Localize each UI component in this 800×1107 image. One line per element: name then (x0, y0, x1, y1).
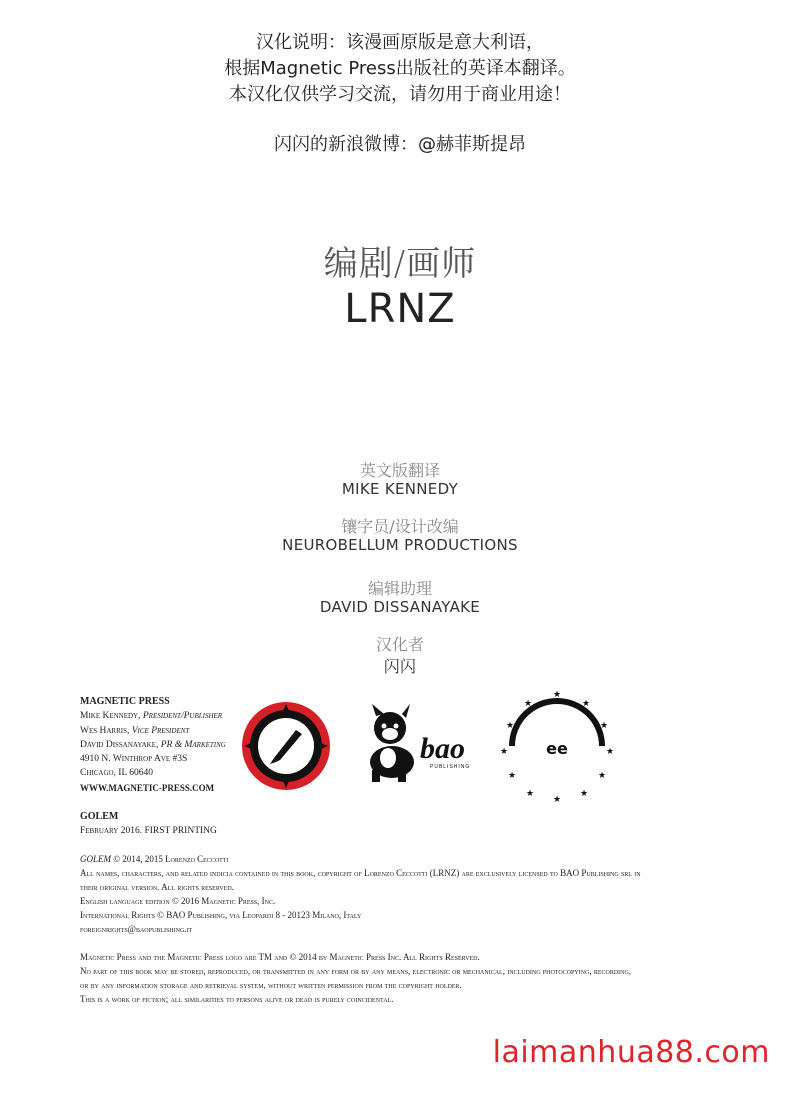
credit-role-translator: 英文版翻译 (359, 461, 440, 480)
bao-publishing-dog-logo-icon (358, 704, 474, 784)
svg-text:★: ★ (499, 747, 509, 757)
bao-logo-subtext: PUBLISHING (430, 764, 471, 770)
svg-text:★: ★ (599, 721, 609, 731)
publisher-staff-1: Mike Kennedy, President/Publisher (80, 711, 223, 722)
legal-line-6: foreignrights@baopublishing.it (80, 924, 193, 934)
legal-line-4: English language edition © 2016 Magnetic Press, Inc. (80, 896, 276, 906)
publisher-website: WWW.MAGNETIC-PRESS.COM (80, 782, 215, 793)
credit-role-scanlator: 汉化者 (375, 635, 424, 654)
book-info (80, 810, 217, 838)
star-circle-logo-icon (498, 688, 616, 806)
translation-notice (0, 30, 800, 108)
legal-line-10: This is a work of fiction; all similarities to persons alive or dead is purely coincidental. (80, 994, 394, 1004)
magnetic-press-logo-icon (240, 700, 332, 792)
publisher-name: MAGNETIC PRESS (80, 696, 170, 707)
svg-text:★: ★ (505, 721, 515, 731)
svg-text:★: ★ (579, 789, 589, 799)
credit-name-letterer: NEUROBELLUM PRODUCTIONS (282, 536, 518, 554)
main-credit-name: LRNZ (344, 286, 456, 332)
legal-line-3: their original version. All rights reserved. (80, 882, 234, 892)
credit-name-scanlator: 闪闪 (383, 657, 417, 676)
book-title: GOLEM (80, 811, 119, 822)
publisher-address-1: 4910 N. Winthrop Ave #3S (80, 754, 188, 765)
svg-text:★: ★ (581, 699, 591, 709)
legal-line-5: International Rights © BAO Publishing, via Leopardi 8 - 20123 Milano, Italy (80, 910, 362, 920)
notice-line-1: 汉化说明：该漫画原版是意大利语， (256, 32, 544, 53)
legal-line-9: or by any information storage and retrieval system, without written permission from the copyright holder. (80, 980, 462, 990)
svg-text:★: ★ (525, 789, 535, 799)
main-credit-role: 编剧/画师 (323, 244, 477, 284)
svg-text:★: ★ (597, 771, 607, 781)
svg-text:★: ★ (507, 771, 517, 781)
rights-notice (80, 950, 720, 1006)
weibo-handle: 闪闪的新浪微博：@赫菲斯提昂 (274, 134, 526, 155)
notice-line-2: 根据Magnetic Press出版社的英译本翻译。 (224, 58, 576, 79)
legal-line-1: GOLEM © 2014, 2015 Lorenzo Ceccotti (80, 854, 229, 864)
copyright-notice (80, 852, 720, 936)
book-printing: February 2016. FIRST PRINTING (80, 826, 217, 836)
svg-text:★: ★ (552, 690, 562, 700)
legal-line-7: Magnetic Press and the Magnetic Press logo are TM and © 2014 by Magnetic Press Inc. All Rights Reserved. (80, 952, 480, 962)
ee-mark-icon: ee (546, 739, 568, 758)
publisher-address-2: Chicago, IL 60640 (80, 768, 154, 779)
credit-name-translator: MIKE KENNEDY (341, 480, 459, 498)
credit-name-editor: DAVID DISSANAYAKE (319, 598, 481, 616)
legal-line-8: No part of this book may be stored, reproduced, or transmitted in any form or by any means, electronic or mechanical, including photocopying, recording, (80, 966, 632, 976)
legal-line-2: All names, characters, and related indicia contained in this book, copyright of Lorenzo Ceccotti (LRNZ) are exclusively licensed to BAO Publishing srl in (80, 868, 641, 878)
publisher-staff-3: David Dissanayake, PR & Marketing (80, 739, 226, 750)
svg-text:★: ★ (605, 747, 615, 757)
publisher-staff-2: Wes Harris, Vice President (80, 725, 190, 736)
svg-text:★: ★ (523, 699, 533, 709)
publisher-info (80, 695, 226, 795)
bao-logo-text: bao (420, 732, 465, 765)
notice-line-3: 本汉化仅供学习交流，请勿用于商业用途！ (229, 84, 571, 105)
svg-text:★: ★ (552, 795, 562, 805)
credit-role-letterer: 镶字员/设计改编 (341, 517, 459, 536)
site-watermark: laimanhua88.com (492, 1035, 770, 1070)
credit-role-editor: 编辑助理 (367, 579, 432, 598)
